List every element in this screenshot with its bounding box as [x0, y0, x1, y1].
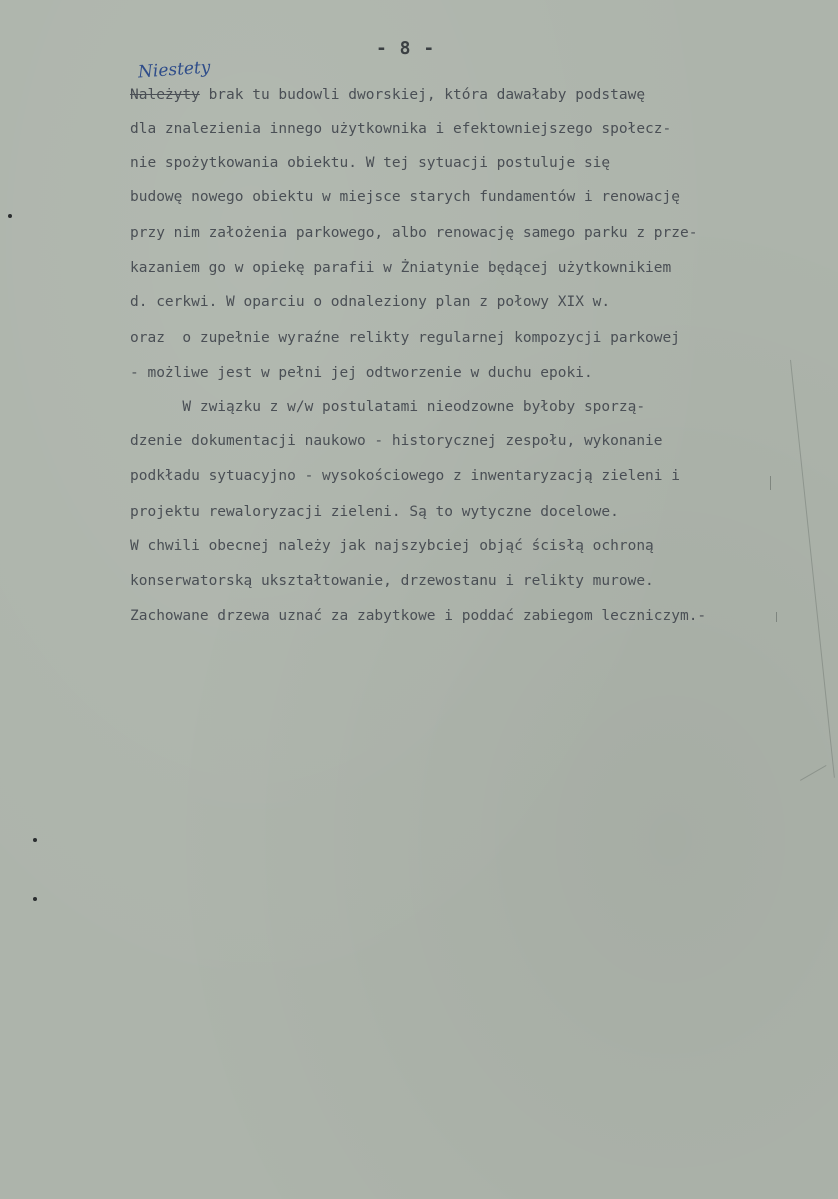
margin-dot — [33, 838, 37, 842]
text-line-13: projektu rewaloryzacji zieleni. Są to wytyczne docelowe. — [130, 504, 619, 520]
text-line-7: d. cerkwi. W oparciu o odnaleziony plan z połowy XIX w. — [130, 294, 611, 310]
page-number: - 8 - — [376, 38, 436, 59]
text-line-3: nie spożytkowania obiektu. W tej sytuacji postuluje się — [130, 155, 611, 171]
text-line-16: Zachowane drzewa uznać za zabytkowe i poddać zabiegom leczniczym.- — [130, 608, 707, 624]
text-line-4: budowę nowego obiektu w miejsce starych fundamentów i renowację — [130, 189, 680, 205]
text-line-9: - możliwe jest w pełni jej odtworzenie w duchu epoki. — [130, 365, 593, 381]
text-line-12: podkładu sytuacyjno - wysokościowego z inwentaryzacją zieleni i — [130, 468, 680, 484]
text-line-11: dzenie dokumentacji naukowo - historycznej zespołu, wykonanie — [130, 433, 663, 449]
pencil-mark — [776, 612, 777, 622]
paper-crease — [800, 765, 826, 781]
text-line-15: konserwatorską ukształtowanie, drzewostanu i relikty murowe. — [130, 573, 654, 589]
text-line-14: W chwili obecnej należy jak najszybciej objąć ścisłą ochroną — [130, 538, 654, 554]
margin-dot — [33, 897, 37, 901]
text-line-10: W związku z w/w postulatami nieodzowne byłoby sporzą- — [130, 399, 646, 415]
text-line-8: oraz o zupełnie wyraźne relikty regularnej kompozycji parkowej — [130, 330, 680, 346]
line-text: brak tu budowli dworskiej, która dawałaby podstawę — [199, 87, 646, 103]
margin-dot — [8, 214, 12, 218]
text-line-1 — [130, 88, 645, 103]
handwritten-correction: Niestety — [137, 57, 212, 83]
struck-word: Należyty — [130, 87, 200, 103]
text-line-2: dla znalezienia innego użytkownika i efektowniejszego społecz- — [130, 121, 672, 137]
text-line-6: kazaniem go w opiekę parafii w Żniatynie będącej użytkownikiem — [130, 260, 672, 276]
text-line-5: przy nim założenia parkowego, albo renowację samego parku z prze- — [130, 225, 698, 241]
paper-crease — [790, 360, 835, 778]
pencil-mark — [770, 476, 771, 490]
